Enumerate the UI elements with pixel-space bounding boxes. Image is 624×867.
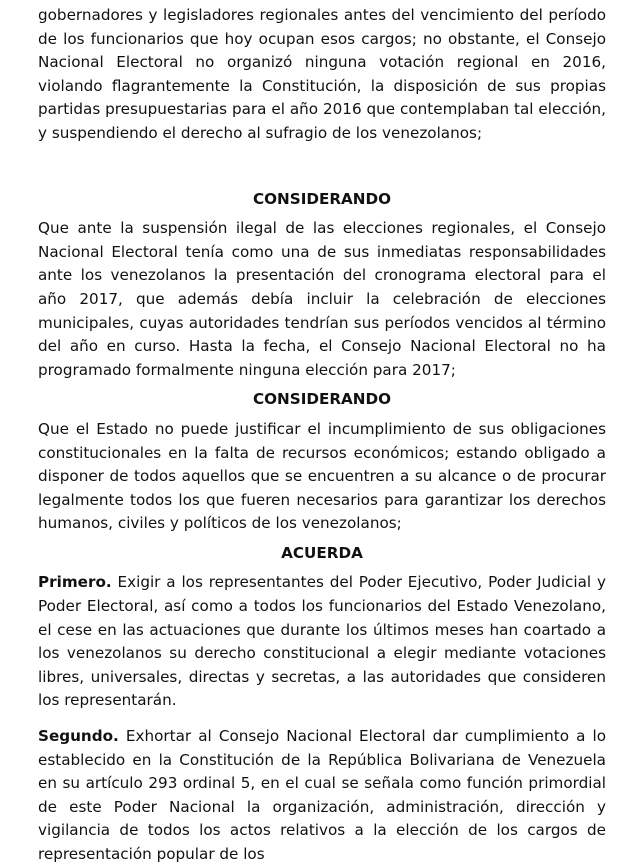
primero-text: Exigir a los representantes del Poder Ejecutivo, Poder Judicial y Poder Electoral, así como a todos los funcionarios del Estado Venezolano, el cese en las actuaciones que durante los últimos meses han coartado a los venezolanos su derecho constitucional a elegir mediante votaciones libres, universales, directas y secretas, a las autoridades que consideren los representarán.	[38, 573, 606, 710]
acuerda-heading: ACUERDA	[281, 543, 363, 562]
segundo-paragraph	[38, 725, 606, 867]
considerando-paragraph-1: Que ante la suspensión ilegal de las elecciones regionales, el Consejo Nacional Electoral tenía como una de sus inmediatas responsabilidades ante los venezolanos la presentación del cronograma electoral para el año 2017, que además debía incluir la celebración de elecciones municipales, cuyas autoridades tendrían sus períodos vencidos al término del año en curso. Hasta la fecha, el Consejo Nacional Electoral no ha programado formalmente ninguna elección para 2017;	[38, 219, 606, 379]
segundo-text: Exhortar al Consejo Nacional Electoral dar cumplimiento a lo establecido en la Constitución de la República Bolivariana de Venezuela en su artículo 293 ordinal 5, en el cual se señala como función primordial de este Poder Nacional la organización, administración, dirección y vigilancia de todos los actos relativos a la elección de los cargos de representación popular de los	[38, 727, 606, 863]
segundo-label: Segundo.	[38, 727, 119, 746]
considerando-heading-1: CONSIDERANDO	[252, 189, 391, 208]
primero-label: Primero.	[38, 573, 112, 592]
primero-paragraph	[38, 571, 606, 713]
document-page	[38, 4, 606, 867]
considerando-paragraph-2: Que el Estado no puede justificar el incumplimiento de sus obligaciones constitucionales en la falta de recursos económicos; estando obligado a disponer de todos aquellos que se encuentren a su alcance o de procurar legalmente todos los que fueren necesarios para garantizar los derechos humanos, civiles y políticos de los venezolanos;	[38, 419, 606, 533]
considerando-heading-2: CONSIDERANDO	[252, 390, 391, 409]
intro-paragraph: gobernadores y legisladores regionales antes del vencimiento del período de los funcionarios que hoy ocupan esos cargos; no obstante, el Consejo Nacional Electoral no organizó ninguna votación regional en 2016, violando flagrantemente la Constitución, la disposición de sus propias partidas presupuestarias para el año 2016 que contemplaban tal elección, y suspendiendo el derecho al sufragio de los venezolanos;	[38, 6, 606, 142]
